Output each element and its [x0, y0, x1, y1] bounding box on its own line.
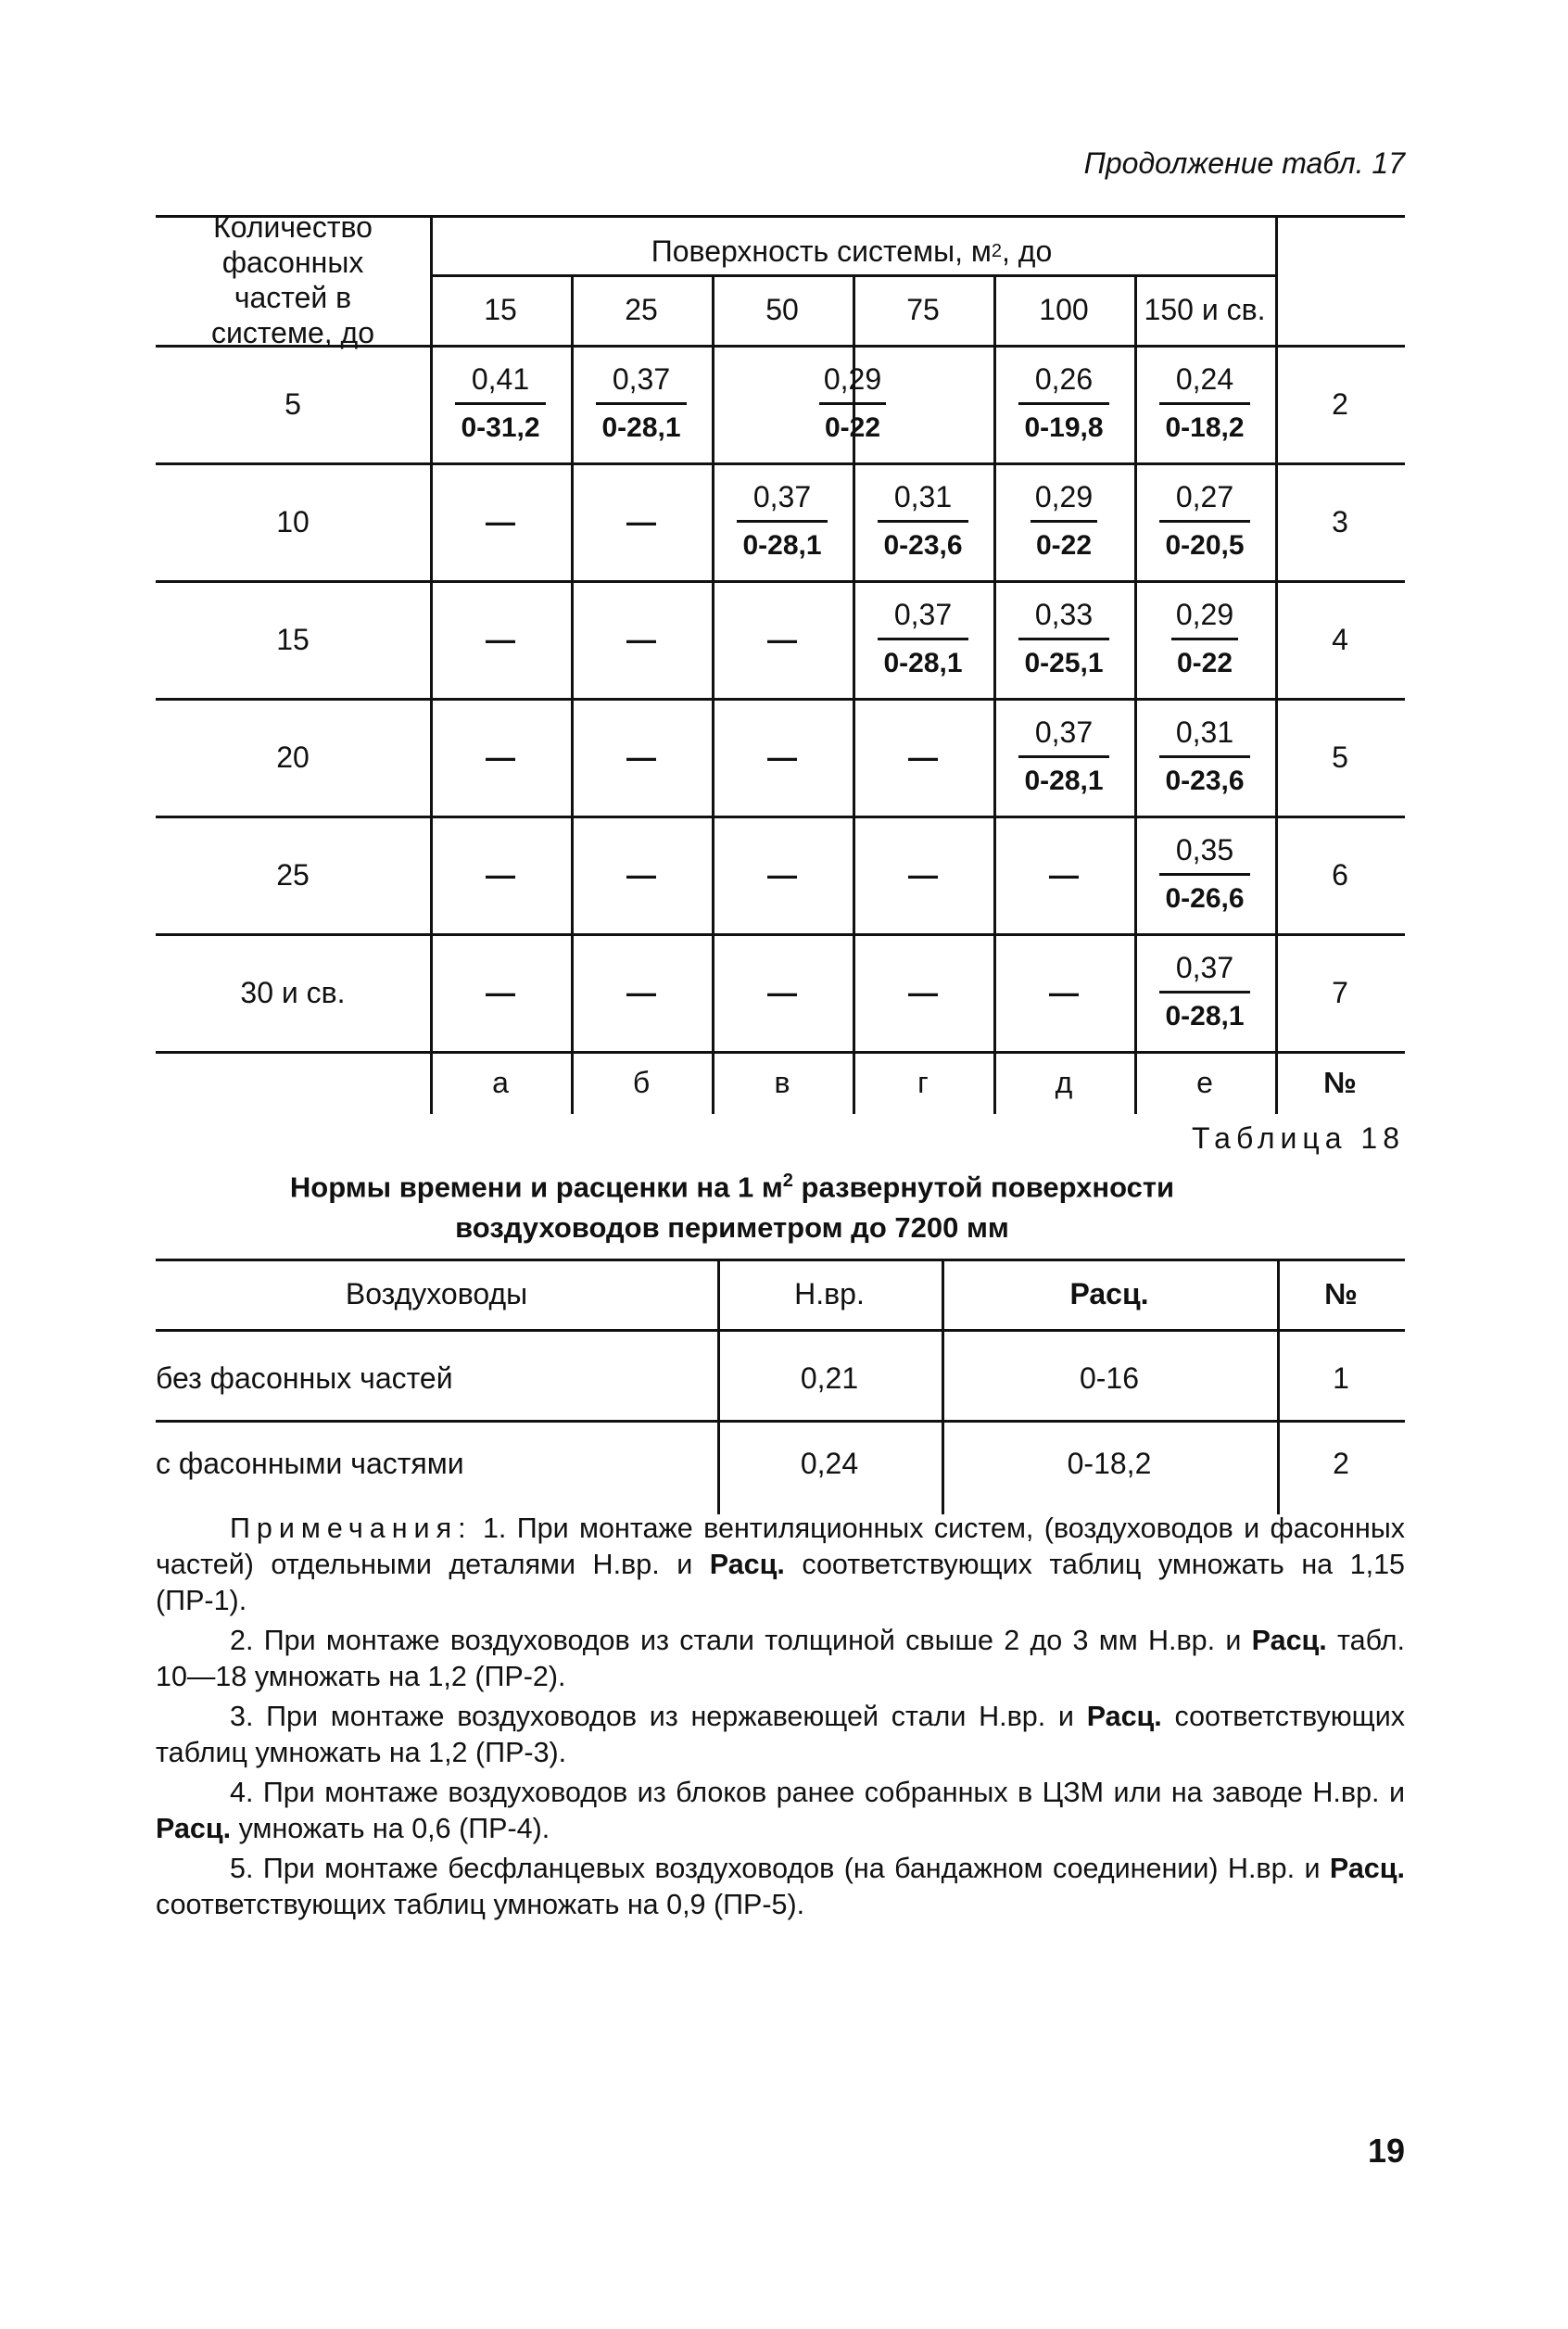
table-cell: 2 — [1333, 1447, 1349, 1480]
empty-cell-dash: — — [486, 504, 515, 538]
rate-cell — [993, 698, 1134, 816]
table-cell: 0,21 — [800, 1361, 859, 1395]
rate-cell — [1134, 816, 1275, 933]
rate-cell — [993, 345, 1134, 462]
table-cell: 0,24 — [800, 1447, 859, 1480]
empty-cell-dash: — — [767, 975, 797, 1009]
price-rate: 0-18,2 — [1159, 402, 1249, 446]
note-5-text: 5. При монтаже бесфланцевых воздуховодов (на бандажном соединении) Н.вр. и — [230, 1853, 1330, 1884]
note-4 — [156, 1775, 1405, 1847]
empty-cell-dash: — — [626, 504, 656, 538]
rasc-term: Расц. — [709, 1549, 785, 1580]
price-rate: 0-28,1 — [878, 638, 967, 681]
time-norm: 0,26 — [1034, 362, 1094, 396]
empty-cell-dash: — — [626, 622, 656, 656]
empty-cell-dash: — — [1049, 975, 1079, 1009]
price-rate: 0-28,1 — [596, 402, 686, 446]
time-norm: 0,29 — [823, 362, 882, 396]
empty-cell-dash: — — [1049, 857, 1079, 892]
number-column-symbol: № — [1323, 1066, 1357, 1099]
note-3 — [156, 1699, 1405, 1771]
time-norm: 0,31 — [1175, 715, 1234, 749]
time-norm: 0,29 — [1034, 480, 1094, 513]
row-label: 30 и св. — [240, 975, 346, 1009]
rate-cell — [853, 580, 993, 698]
rasc-term: Расц. — [1329, 1853, 1405, 1884]
time-norm: 0,27 — [1175, 480, 1234, 513]
empty-cell-dash: — — [486, 622, 515, 656]
fraction — [596, 361, 686, 446]
time-norm: 0,33 — [1034, 598, 1094, 631]
title-line-2: воздуховодов периметром до 7200 мм — [455, 1211, 1009, 1245]
row-label: без фасонных частей — [156, 1361, 453, 1395]
column-header: 150 и св. — [1144, 293, 1266, 326]
fraction — [878, 479, 967, 563]
note-2-text: 2. При монтаже воздуховодов из стали толщиной свыше 2 до 3 мм Н.вр. и — [230, 1625, 1252, 1656]
fraction — [1159, 479, 1249, 563]
price-rate: 0-28,1 — [737, 520, 827, 563]
row-header: Количество фасонных частей в системе, до — [210, 210, 374, 349]
note-5-text-end: соответствующих таблиц умножать на 0,9 (ПР-5). — [156, 1889, 805, 1920]
column-header: Воздуховоды — [345, 1277, 528, 1310]
rate-cell — [853, 462, 993, 580]
price-rate: 0-31,2 — [455, 402, 545, 446]
time-norm: 0,37 — [1034, 715, 1094, 749]
rule-top — [156, 215, 1405, 218]
price-rate: 0-22 — [1171, 638, 1238, 681]
row-number: 7 — [1332, 975, 1348, 1009]
group-header — [430, 228, 1273, 274]
price-rate: 0-20,5 — [1159, 520, 1249, 563]
table-cell: 0-16 — [1079, 1361, 1140, 1395]
table-18-caption: Таблица 18 — [1192, 1121, 1405, 1155]
rule-head — [156, 1329, 1405, 1332]
rate-cell — [993, 462, 1134, 580]
rasc-term: Расц. — [1251, 1625, 1327, 1656]
rate-cell — [1134, 345, 1275, 462]
fraction — [1171, 597, 1238, 681]
column-header: 75 — [906, 293, 940, 326]
group-header-text: Поверхность системы, м — [651, 234, 992, 268]
row-number: 4 — [1332, 622, 1348, 656]
column-header: Расц. — [1069, 1277, 1149, 1310]
title-part-1: Нормы времени и расценки на 1 м — [289, 1171, 783, 1204]
time-norm: 0,37 — [893, 598, 953, 631]
rate-cell — [1134, 933, 1275, 1051]
note-2-text-end: табл. 10—18 умножать на 1,2 (ПР-2). — [156, 1625, 1405, 1692]
fraction — [819, 361, 886, 446]
price-rate: 0-26,6 — [1159, 873, 1249, 917]
fraction — [1018, 361, 1108, 446]
table-cell: 0-18,2 — [1067, 1447, 1152, 1480]
row-label: с фасонными частями — [156, 1447, 464, 1480]
row-number: 5 — [1332, 740, 1348, 774]
time-norm: 0,37 — [1175, 951, 1234, 984]
empty-cell-dash: — — [486, 740, 515, 774]
note-2 — [156, 1623, 1405, 1695]
time-norm: 0,29 — [1175, 598, 1234, 631]
price-rate: 0-28,1 — [1018, 755, 1108, 799]
note-1-text-end: соответствующих таблиц умножать на 1,15 (ПР-1). — [156, 1549, 1406, 1616]
fraction — [1159, 950, 1249, 1034]
row-label: 10 — [276, 504, 310, 538]
rate-cell — [712, 345, 993, 462]
column-letter: г — [917, 1066, 929, 1099]
page-number: 19 — [1367, 2132, 1405, 2170]
row-label: 20 — [276, 740, 310, 774]
rasc-term: Расц. — [156, 1813, 232, 1844]
notes — [156, 1511, 1405, 1927]
time-norm: 0,37 — [612, 362, 671, 396]
empty-cell-dash: — — [486, 857, 515, 892]
price-rate: 0-22 — [819, 402, 886, 446]
column-header: № — [1324, 1277, 1358, 1310]
fraction — [737, 479, 827, 563]
note-3-text: 3. При монтаже воздуховодов из нержавеющей стали Н.вр. и — [230, 1701, 1087, 1732]
table-17 — [156, 210, 1405, 1142]
column-header: 15 — [484, 293, 517, 326]
price-rate: 0-23,6 — [878, 520, 967, 563]
time-norm: 0,41 — [471, 362, 530, 396]
empty-cell-dash: — — [626, 975, 656, 1009]
price-rate: 0-22 — [1031, 520, 1097, 563]
fraction — [455, 361, 545, 446]
note-5 — [156, 1851, 1405, 1923]
rate-cell — [993, 580, 1134, 698]
note-4-text-end: умножать на 0,6 (ПР-4). — [231, 1813, 550, 1844]
fraction — [1018, 597, 1108, 681]
rate-cell — [1134, 698, 1275, 816]
note-1-text: 1. При монтаже вентиляционных систем, (воздуховодов и фасонных частей) отдельными деталями Н.вр. и — [156, 1513, 1405, 1580]
price-rate: 0-19,8 — [1018, 402, 1108, 446]
row-label: 15 — [276, 622, 310, 656]
price-rate: 0-23,6 — [1159, 755, 1249, 799]
time-norm: 0,24 — [1175, 362, 1234, 396]
row-label: 5 — [285, 386, 301, 421]
row-number: 2 — [1332, 386, 1348, 421]
notes-label: Примечания: — [230, 1513, 473, 1544]
column-header: Н.вр. — [794, 1277, 865, 1310]
column-header: 25 — [625, 293, 658, 326]
time-norm: 0,31 — [893, 480, 953, 513]
rate-cell — [430, 345, 571, 462]
empty-cell-dash: — — [767, 857, 797, 892]
row-label: 25 — [276, 857, 310, 892]
rate-cell — [571, 345, 712, 462]
column-letter: а — [492, 1066, 509, 1099]
fraction — [1159, 715, 1249, 799]
fraction — [878, 597, 967, 681]
fraction — [1031, 479, 1097, 563]
note-4-text: 4. При монтаже воздуховодов из блоков ранее собранных в ЦЗМ или на заводе Н.вр. и — [230, 1777, 1405, 1808]
column-header: 100 — [1039, 293, 1089, 326]
rate-cell — [1134, 580, 1275, 698]
table-18 — [156, 1259, 1405, 1490]
group-header-sup: 2 — [991, 241, 1002, 261]
rasc-term: Расц. — [1086, 1701, 1162, 1732]
note-1 — [156, 1511, 1405, 1619]
empty-cell-dash: — — [908, 740, 938, 774]
fraction — [1159, 361, 1249, 446]
column-letter: е — [1196, 1066, 1213, 1099]
time-norm: 0,35 — [1175, 833, 1234, 867]
note-3-text-end: соответствующих таблиц умножать на 1,2 (ПР-3). — [156, 1701, 1405, 1768]
price-rate: 0-28,1 — [1159, 991, 1249, 1034]
column-letter: в — [774, 1066, 790, 1099]
fraction — [1159, 832, 1249, 917]
empty-cell-dash: — — [767, 740, 797, 774]
empty-cell-dash: — — [486, 975, 515, 1009]
empty-cell-dash: — — [626, 740, 656, 774]
column-letter: д — [1055, 1066, 1073, 1099]
row-number: 6 — [1332, 857, 1348, 892]
time-norm: 0,37 — [752, 480, 812, 513]
column-header: 50 — [765, 293, 799, 326]
rate-cell — [1134, 462, 1275, 580]
empty-cell-dash: — — [908, 857, 938, 892]
table-cell: 1 — [1333, 1361, 1349, 1395]
price-rate: 0-25,1 — [1018, 638, 1108, 681]
rate-cell — [712, 462, 853, 580]
title-sup: 2 — [782, 1171, 793, 1191]
empty-cell-dash: — — [908, 975, 938, 1009]
empty-cell-dash: — — [767, 622, 797, 656]
table-18-title — [232, 1160, 1233, 1248]
continuation-caption: Продолжение табл. 17 — [1083, 146, 1405, 180]
title-part-2: развернутой поверхности — [792, 1171, 1175, 1204]
empty-cell-dash: — — [626, 857, 656, 892]
row-header-cell — [156, 210, 430, 349]
fraction — [1018, 715, 1108, 799]
rule-row — [156, 1420, 1405, 1423]
group-header-suffix: , до — [1001, 234, 1053, 268]
column-letter: б — [632, 1066, 651, 1099]
row-number: 3 — [1332, 504, 1348, 538]
